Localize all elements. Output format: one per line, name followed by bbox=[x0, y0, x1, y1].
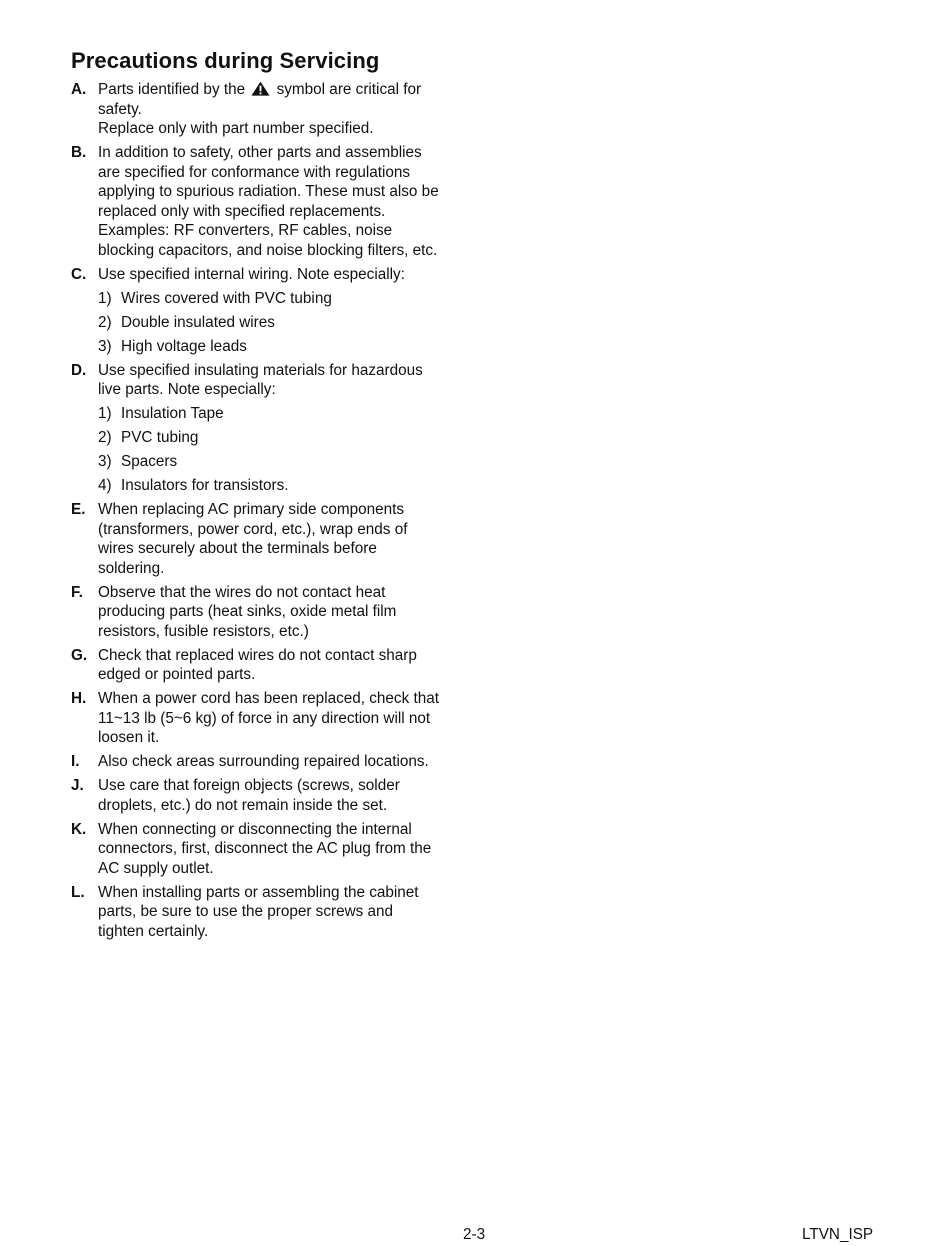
sub-item bbox=[98, 337, 471, 357]
item-line: applying to spurious radiation. These must also be bbox=[98, 183, 439, 200]
item-text bbox=[98, 583, 471, 642]
precaution-item-b bbox=[71, 143, 471, 260]
item-letter: G. bbox=[71, 646, 88, 664]
item-line: replaced only with specified replacements. bbox=[98, 202, 386, 220]
precaution-item-k bbox=[71, 820, 471, 879]
item-line: live parts. Note especially: bbox=[98, 381, 276, 398]
item-text bbox=[98, 883, 471, 942]
sub-list bbox=[98, 404, 471, 496]
item-line: When installing parts or assembling the cabinet bbox=[98, 883, 419, 901]
item-letter: K. bbox=[71, 820, 87, 838]
item-line: Observe that the wires do not contact heat bbox=[98, 583, 386, 601]
item-line: resistors, fusible resistors, etc.) bbox=[98, 622, 309, 640]
item-line: Check that replaced wires do not contact sharp bbox=[98, 646, 417, 664]
precaution-item-h bbox=[71, 689, 471, 748]
item-text bbox=[98, 646, 471, 685]
item-line: loosen it. bbox=[98, 729, 160, 746]
sub-item-number: 1) bbox=[98, 405, 112, 422]
item-line: Replace only with part number specified. bbox=[98, 120, 374, 137]
precaution-item-l bbox=[71, 883, 471, 942]
item-text bbox=[98, 361, 471, 400]
item-line: Examples: RF converters, RF cables, noise bbox=[98, 222, 393, 239]
precaution-item-j bbox=[71, 776, 471, 815]
precaution-item-e bbox=[71, 500, 471, 578]
item-line: blocking capacitors, and noise blocking filters, etc. bbox=[98, 241, 438, 259]
item-line: When a power cord has been replaced, check that bbox=[98, 690, 439, 707]
item-letter: H. bbox=[71, 690, 87, 707]
item-line: safety. bbox=[98, 100, 142, 118]
warning-triangle-icon bbox=[251, 81, 270, 96]
item-letter: A. bbox=[71, 81, 87, 98]
item-line: In addition to safety, other parts and assemblies bbox=[98, 144, 422, 161]
item-text bbox=[98, 689, 471, 748]
sub-item-text: Spacers bbox=[121, 453, 178, 470]
precaution-item-f bbox=[71, 583, 471, 642]
item-line: Use specified insulating materials for hazardous bbox=[98, 361, 423, 379]
item-line: droplets, etc.) do not remain inside the set. bbox=[98, 796, 388, 814]
sub-item bbox=[98, 404, 471, 424]
page-title: Precautions during Servicing bbox=[71, 48, 380, 73]
item-text bbox=[98, 820, 471, 879]
sub-item-number: 1) bbox=[98, 289, 112, 307]
precaution-item-c bbox=[71, 265, 471, 357]
precaution-item-d bbox=[71, 361, 471, 496]
item-letter: I. bbox=[71, 753, 80, 770]
item-line: tighten certainly. bbox=[98, 922, 209, 940]
document-code: LTVN_ISP bbox=[802, 1226, 874, 1243]
item-line: When connecting or disconnecting the internal bbox=[98, 820, 412, 838]
item-line: AC supply outlet. bbox=[98, 859, 214, 877]
sub-item bbox=[98, 476, 471, 496]
sub-item bbox=[98, 428, 471, 448]
item-text bbox=[98, 80, 471, 139]
sub-item-text: Insulators for transistors. bbox=[121, 477, 289, 494]
sub-item-text: Insulation Tape bbox=[121, 405, 224, 422]
sub-list bbox=[98, 289, 471, 357]
item-line: (transformers, power cord, etc.), wrap ends of bbox=[98, 520, 408, 538]
item-letter: E. bbox=[71, 501, 86, 518]
precaution-item-a bbox=[71, 80, 471, 139]
item-line: symbol are critical for bbox=[276, 81, 422, 98]
item-line: wires securely about the terminals before bbox=[98, 540, 377, 557]
item-line: soldering. bbox=[98, 559, 165, 577]
item-letter: F. bbox=[71, 583, 83, 601]
item-text bbox=[98, 143, 471, 260]
item-line: Parts identified by the bbox=[98, 81, 246, 98]
item-line: When replacing AC primary side components bbox=[98, 501, 405, 518]
item-letter: L. bbox=[71, 883, 85, 901]
item-line: 11~13 lb (5~6 kg) of force in any direction will not bbox=[98, 709, 431, 727]
sub-item-text: High voltage leads bbox=[121, 337, 247, 355]
precaution-item-g bbox=[71, 646, 471, 685]
sub-item bbox=[98, 313, 471, 333]
precaution-item-i bbox=[71, 752, 471, 772]
item-line: connectors, first, disconnect the AC plug from the bbox=[98, 840, 432, 857]
item-line: Also check areas surrounding repaired locations. bbox=[98, 753, 429, 770]
item-text bbox=[98, 500, 471, 578]
sub-item-number: 3) bbox=[98, 453, 112, 470]
sub-item-number: 3) bbox=[98, 337, 112, 355]
sub-item-text: PVC tubing bbox=[121, 429, 199, 446]
sub-item-number: 4) bbox=[98, 477, 112, 494]
sub-item-number: 2) bbox=[98, 313, 112, 331]
page-number: 2-3 bbox=[463, 1226, 486, 1243]
sub-item-number: 2) bbox=[98, 429, 112, 446]
sub-item bbox=[98, 452, 471, 472]
precautions-list bbox=[71, 80, 471, 946]
item-text bbox=[98, 776, 471, 815]
item-letter: J. bbox=[71, 777, 84, 794]
item-letter: D. bbox=[71, 361, 87, 379]
item-line: Use specified internal wiring. Note especially: bbox=[98, 265, 405, 283]
sub-item-text: Wires covered with PVC tubing bbox=[121, 289, 332, 307]
item-letter: B. bbox=[71, 144, 87, 161]
item-line: Use care that foreign objects (screws, solder bbox=[98, 777, 400, 794]
item-line: parts, be sure to use the proper screws and bbox=[98, 903, 394, 920]
item-text bbox=[98, 265, 471, 285]
item-line: are specified for conformance with regulations bbox=[98, 163, 411, 181]
item-letter: C. bbox=[71, 265, 87, 283]
item-line: producing parts (heat sinks, oxide metal film bbox=[98, 603, 397, 620]
sub-item-text: Double insulated wires bbox=[121, 313, 275, 331]
sub-item bbox=[98, 289, 471, 309]
item-line: edged or pointed parts. bbox=[98, 666, 256, 683]
item-text bbox=[98, 752, 471, 772]
